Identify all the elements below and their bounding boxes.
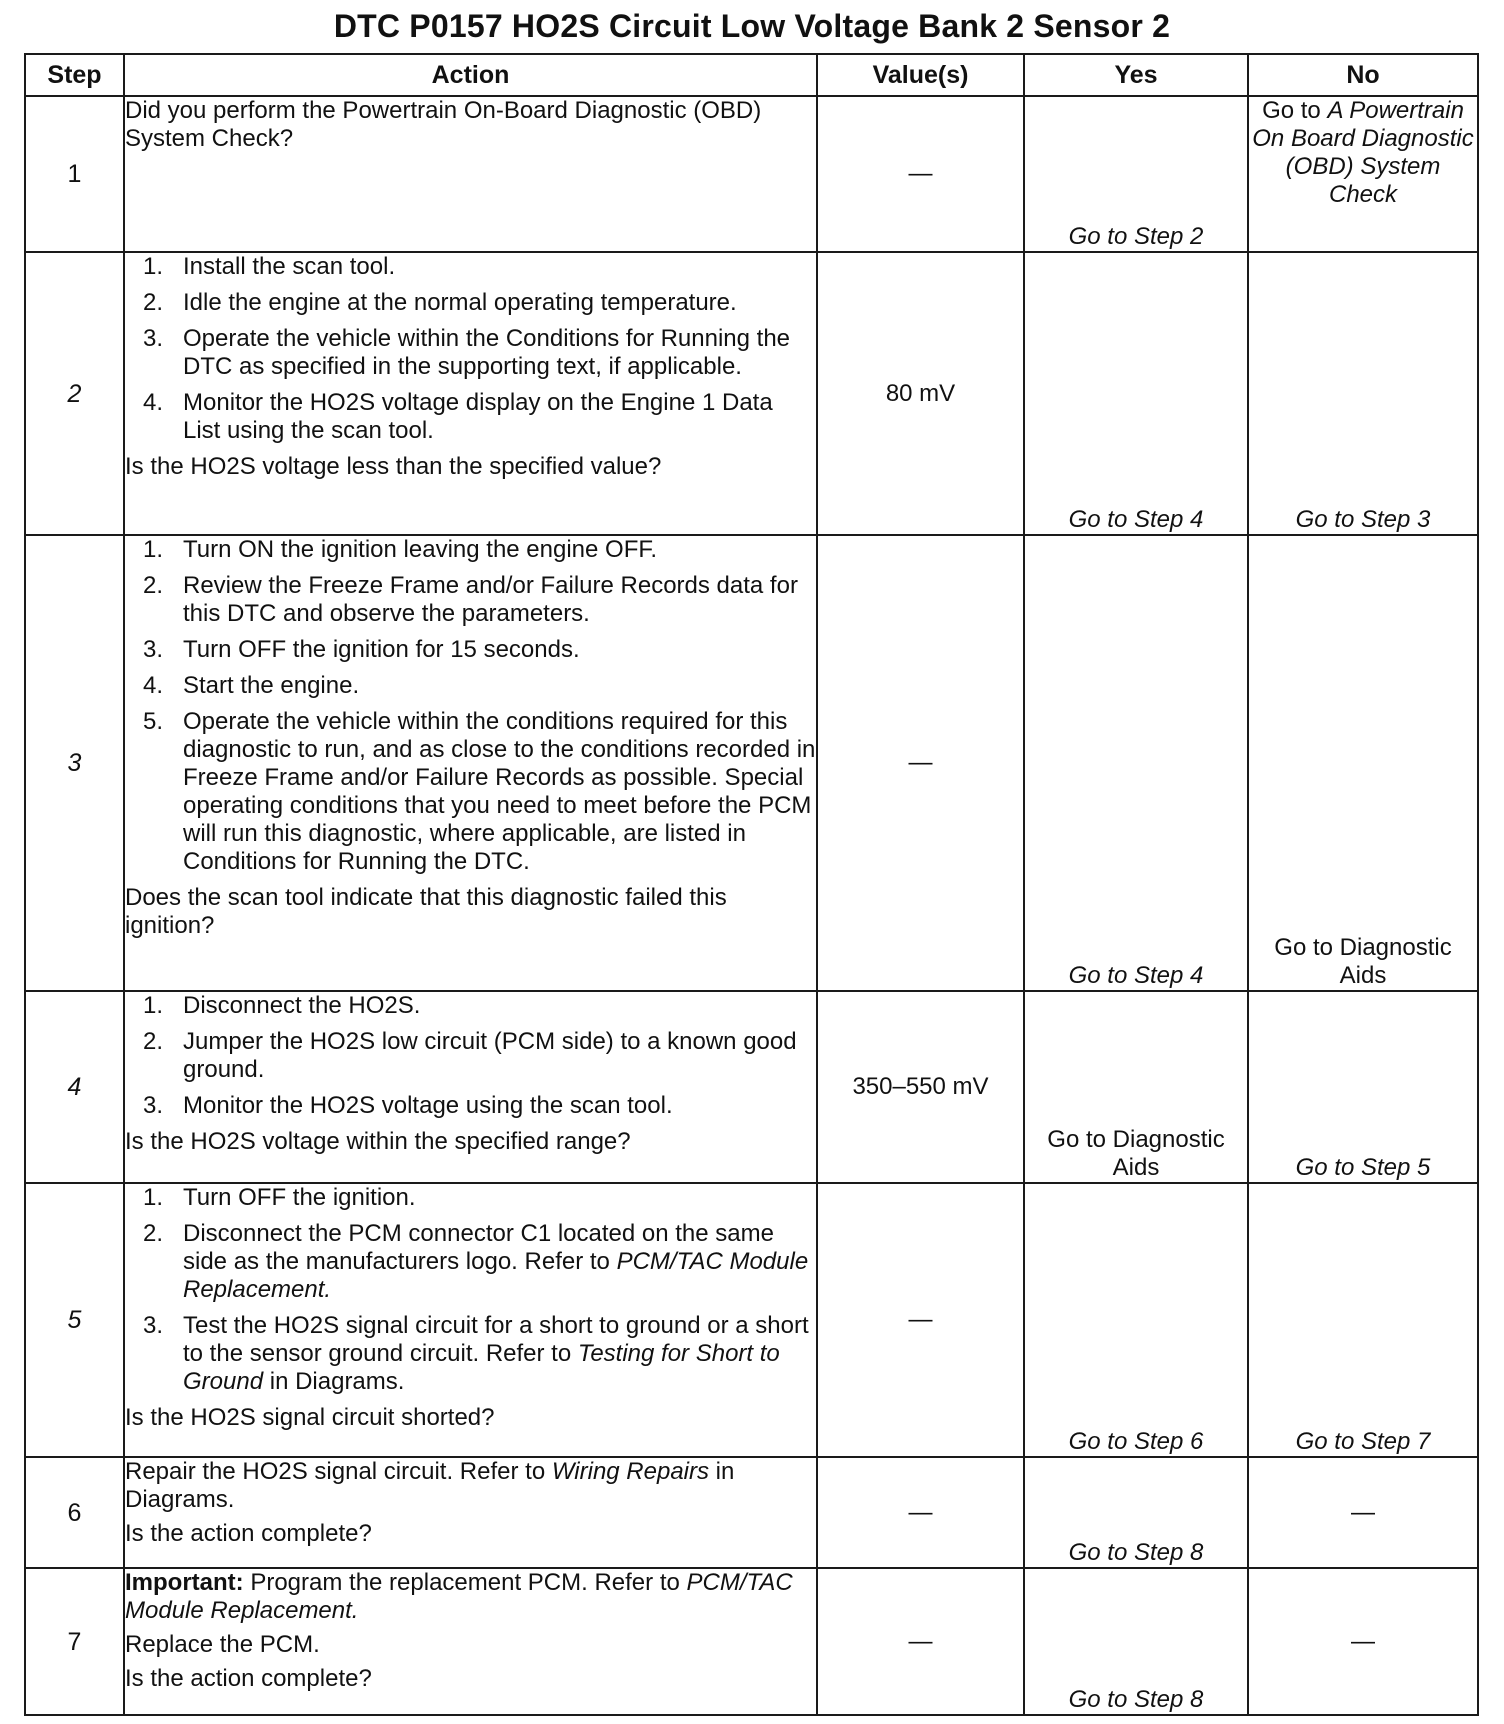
action-question: Is the action complete? [125, 1665, 372, 1692]
action-cell [124, 1568, 817, 1715]
action-step-item: 1. Install the scan tool. [143, 253, 396, 280]
table-row [25, 991, 1478, 1183]
step-number: 3 [25, 535, 124, 991]
yes-link[interactable]: Go to Diagnostic Aids [1024, 991, 1248, 1183]
action-cell [124, 991, 817, 1183]
action-step-item: 1. Disconnect the HO2S. [143, 992, 421, 1019]
header-action: Action [124, 54, 817, 96]
action-step-item: 5. Operate the vehicle within the conditions required for this diagnostic to run, and as close to the conditions recorded in Freeze Frame and/or Failure Records as possible. Special operating conditions that you need to meet before the PCM will run this diagnostic, where applicable, are listed in Conditions for Running the DTC. [143, 708, 816, 875]
action-cell [124, 252, 817, 535]
action-step-item: 2. Review the Freeze Frame and/or Failure Records data for this DTC and observe the parameters. [143, 572, 798, 627]
action-steps [125, 992, 816, 1120]
action-question: Is the HO2S voltage within the specified range? [125, 1128, 631, 1155]
header-yes: Yes [1024, 54, 1248, 96]
action-question: Did you perform the Powertrain On-Board Diagnostic (OBD) System Check? [125, 97, 762, 152]
table-row [25, 535, 1478, 991]
action-step-item: 4. Monitor the HO2S voltage display on the Engine 1 Data List using the scan tool. [143, 389, 773, 444]
no-link[interactable]: Go to Step 3 [1248, 252, 1478, 535]
action-step-item: 3. Monitor the HO2S voltage using the scan tool. [143, 1092, 673, 1119]
value-cell: — [817, 1457, 1024, 1568]
value-cell: — [817, 1183, 1024, 1457]
table-row [25, 96, 1478, 252]
reference-link[interactable]: Wiring Repairs [551, 1458, 710, 1485]
no-link[interactable] [1248, 96, 1478, 252]
no-link[interactable]: Go to Step 5 [1248, 991, 1478, 1183]
yes-link[interactable]: Go to Step 8 [1024, 1457, 1248, 1568]
value-cell: — [817, 96, 1024, 252]
action-cell [124, 535, 817, 991]
yes-link[interactable]: Go to Step 4 [1024, 535, 1248, 991]
yes-link[interactable]: Go to Step 2 [1024, 96, 1248, 252]
page-title: DTC P0157 HO2S Circuit Low Voltage Bank 2 Sensor 2 [333, 8, 1171, 44]
action-steps [125, 536, 816, 876]
action-step-item: 1. Turn OFF the ignition. [143, 1184, 416, 1211]
header-row [25, 54, 1478, 96]
step-number: 5 [25, 1183, 124, 1457]
no-link[interactable]: Go to Diagnostic Aids [1248, 535, 1478, 991]
action-step-item: 3. Turn OFF the ignition for 15 seconds. [143, 636, 580, 663]
action-question: Does the scan tool indicate that this diagnostic failed this ignition? [125, 884, 727, 939]
important-note: Important: Program the replacement PCM. Refer to PCM/TAC Module Replacement. [125, 1569, 793, 1624]
no-link[interactable]: Go to Step 7 [1248, 1183, 1478, 1457]
reference-link[interactable]: PCM/TAC Module Replacement. [125, 1569, 793, 1624]
no-cell: — [1248, 1457, 1478, 1568]
table-row [25, 1457, 1478, 1568]
action-question: Is the action complete? [125, 1520, 372, 1547]
action-steps [125, 253, 816, 445]
value-cell: — [817, 535, 1024, 991]
action-cell [124, 96, 817, 252]
value-cell: 350–550 mV [817, 991, 1024, 1183]
no-link-prefix: Go to [1262, 97, 1328, 124]
no-link-reference: A Powertrain On Board Diagnostic (OBD) System Check [1252, 97, 1474, 208]
action-step-item: 3. Operate the vehicle within the Conditions for Running the DTC as specified in the supporting text, if applicable. [143, 325, 791, 380]
header-step: Step [25, 54, 124, 96]
action-cell [124, 1457, 817, 1568]
action-step-item: 3. Test the HO2S signal circuit for a short to ground or a short to the sensor ground circuit. Refer to Testing for Short to Ground in Diagrams. [143, 1312, 809, 1395]
reference-link[interactable]: PCM/TAC Module Replacement. [183, 1248, 809, 1303]
step-number: 2 [25, 252, 124, 535]
header-no: No [1248, 54, 1478, 96]
action-question: Is the HO2S voltage less than the specified value? [125, 453, 662, 480]
step-number: 6 [25, 1457, 124, 1568]
action-step-item: 2. Disconnect the PCM connector C1 located on the same side as the manufacturers logo. Refer to PCM/TAC Module Replacement. [143, 1220, 809, 1303]
action-step-item: 2. Jumper the HO2S low circuit (PCM side) to a known good ground. [143, 1028, 797, 1083]
action-text: Repair the HO2S signal circuit. Refer to Wiring Repairs in Diagrams. [125, 1458, 735, 1513]
reference-link[interactable]: Testing for Short to Ground [183, 1340, 780, 1395]
step-number: 7 [25, 1568, 124, 1715]
action-text: Replace the PCM. [125, 1631, 320, 1658]
action-step-item: 1. Turn ON the ignition leaving the engine OFF. [143, 536, 658, 563]
yes-link[interactable]: Go to Step 8 [1024, 1568, 1248, 1715]
table-row [25, 1568, 1478, 1715]
action-step-item: 2. Idle the engine at the normal operating temperature. [143, 289, 737, 316]
value-cell: — [817, 1568, 1024, 1715]
step-number: 1 [25, 96, 124, 252]
step-number: 4 [25, 991, 124, 1183]
yes-link[interactable]: Go to Step 6 [1024, 1183, 1248, 1457]
action-cell [124, 1183, 817, 1457]
value-cell: 80 mV [817, 252, 1024, 535]
table-row [25, 252, 1478, 535]
action-question: Is the HO2S signal circuit shorted? [125, 1404, 495, 1431]
header-values: Value(s) [817, 54, 1024, 96]
action-steps [125, 1184, 816, 1396]
yes-link[interactable]: Go to Step 4 [1024, 252, 1248, 535]
diagnostic-table [24, 53, 1479, 1716]
action-step-item: 4. Start the engine. [143, 672, 360, 699]
table-row [25, 1183, 1478, 1457]
no-cell: — [1248, 1568, 1478, 1715]
